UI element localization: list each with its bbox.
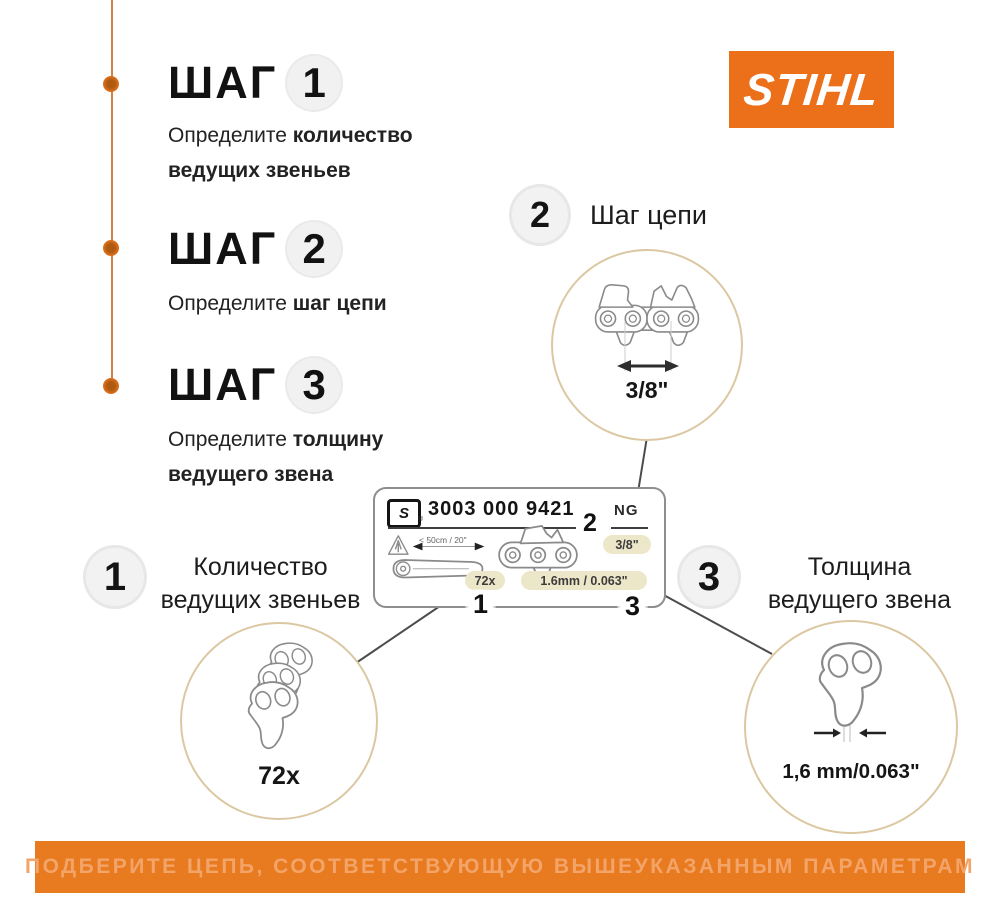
step-2-number-badge: 2: [287, 222, 341, 276]
registered-mark: ®: [418, 516, 424, 523]
callout-gauge-label: [752, 551, 967, 616]
plate-gauge-oval: 1.6mm / 0.063": [521, 571, 647, 590]
step-2-desc-lead: Определите: [168, 292, 293, 315]
pitch-value-label: 3/8": [625, 377, 669, 403]
plate-bar-spec: < 50cm / 20": [419, 535, 467, 545]
plate-links-oval: 72x: [465, 571, 505, 590]
step-1-number-badge: 1: [287, 56, 341, 110]
plate-pitch-oval: 3/8": [603, 535, 651, 554]
callout-pitch-number-badge: 2: [512, 187, 568, 243]
callout-links-label: [148, 551, 373, 616]
callout-gauge-label-line1: Толщина: [807, 553, 912, 581]
plate-num-2: 2: [583, 509, 597, 537]
callout-gauge-label-line2: ведущего звена: [767, 585, 952, 614]
gauge-value-label: 1,6 mm/0.063": [782, 760, 920, 783]
links-detail-circle: [180, 622, 378, 820]
plate-num-3: 3: [617, 591, 648, 622]
step-3-desc-lead: Определите: [168, 428, 293, 451]
chain-spec-plate: [373, 487, 666, 621]
callout-pitch-label: Шаг цепи: [590, 200, 707, 230]
bottom-banner-text: ПОДБЕРИТЕ ЦЕПЬ, СООТВЕТСТВУЮЩУЮ ВЫШЕУКАЗАННЫМ ПАРАМЕТРАМ: [25, 855, 975, 878]
callout-links-label-line1: Количество: [193, 553, 328, 581]
plate-part-number: 3003 000 9421: [428, 498, 575, 520]
step-1-title: ШАГ: [168, 57, 278, 108]
stihl-s-box-logo: S: [387, 499, 421, 528]
pitch-dimension-arrow: [553, 251, 741, 439]
links-value-label: 72x: [258, 762, 300, 790]
step-2-title: ШАГ: [168, 223, 278, 274]
plate-rule-right: [611, 527, 648, 529]
callout-links-label-line2: ведущих звеньев: [160, 585, 361, 614]
step-2-desc-bold: шаг цепи: [292, 292, 387, 315]
step-3-title: ШАГ: [168, 359, 278, 410]
plate-code: NG: [614, 502, 639, 519]
step-1-desc-lead: Определите: [168, 124, 293, 147]
stihl-logo-text: STIHL: [741, 63, 882, 115]
drive-link-icon: [800, 636, 900, 754]
plate-num-1: 1: [465, 589, 496, 620]
callout-links-number-badge: 1: [86, 548, 144, 606]
bottom-banner: [25, 841, 975, 893]
chain-links-stack-icon: [226, 638, 338, 762]
pitch-detail-circle: [551, 249, 743, 441]
callout-gauge-number-badge: 3: [680, 548, 738, 606]
step-1-desc-bold: количество ведущих звеньев: [168, 124, 413, 183]
step-3-number-badge: 3: [287, 358, 341, 412]
step-3-desc-bold: толщину ведущего звена: [168, 428, 384, 487]
gauge-detail-circle: [744, 620, 958, 834]
